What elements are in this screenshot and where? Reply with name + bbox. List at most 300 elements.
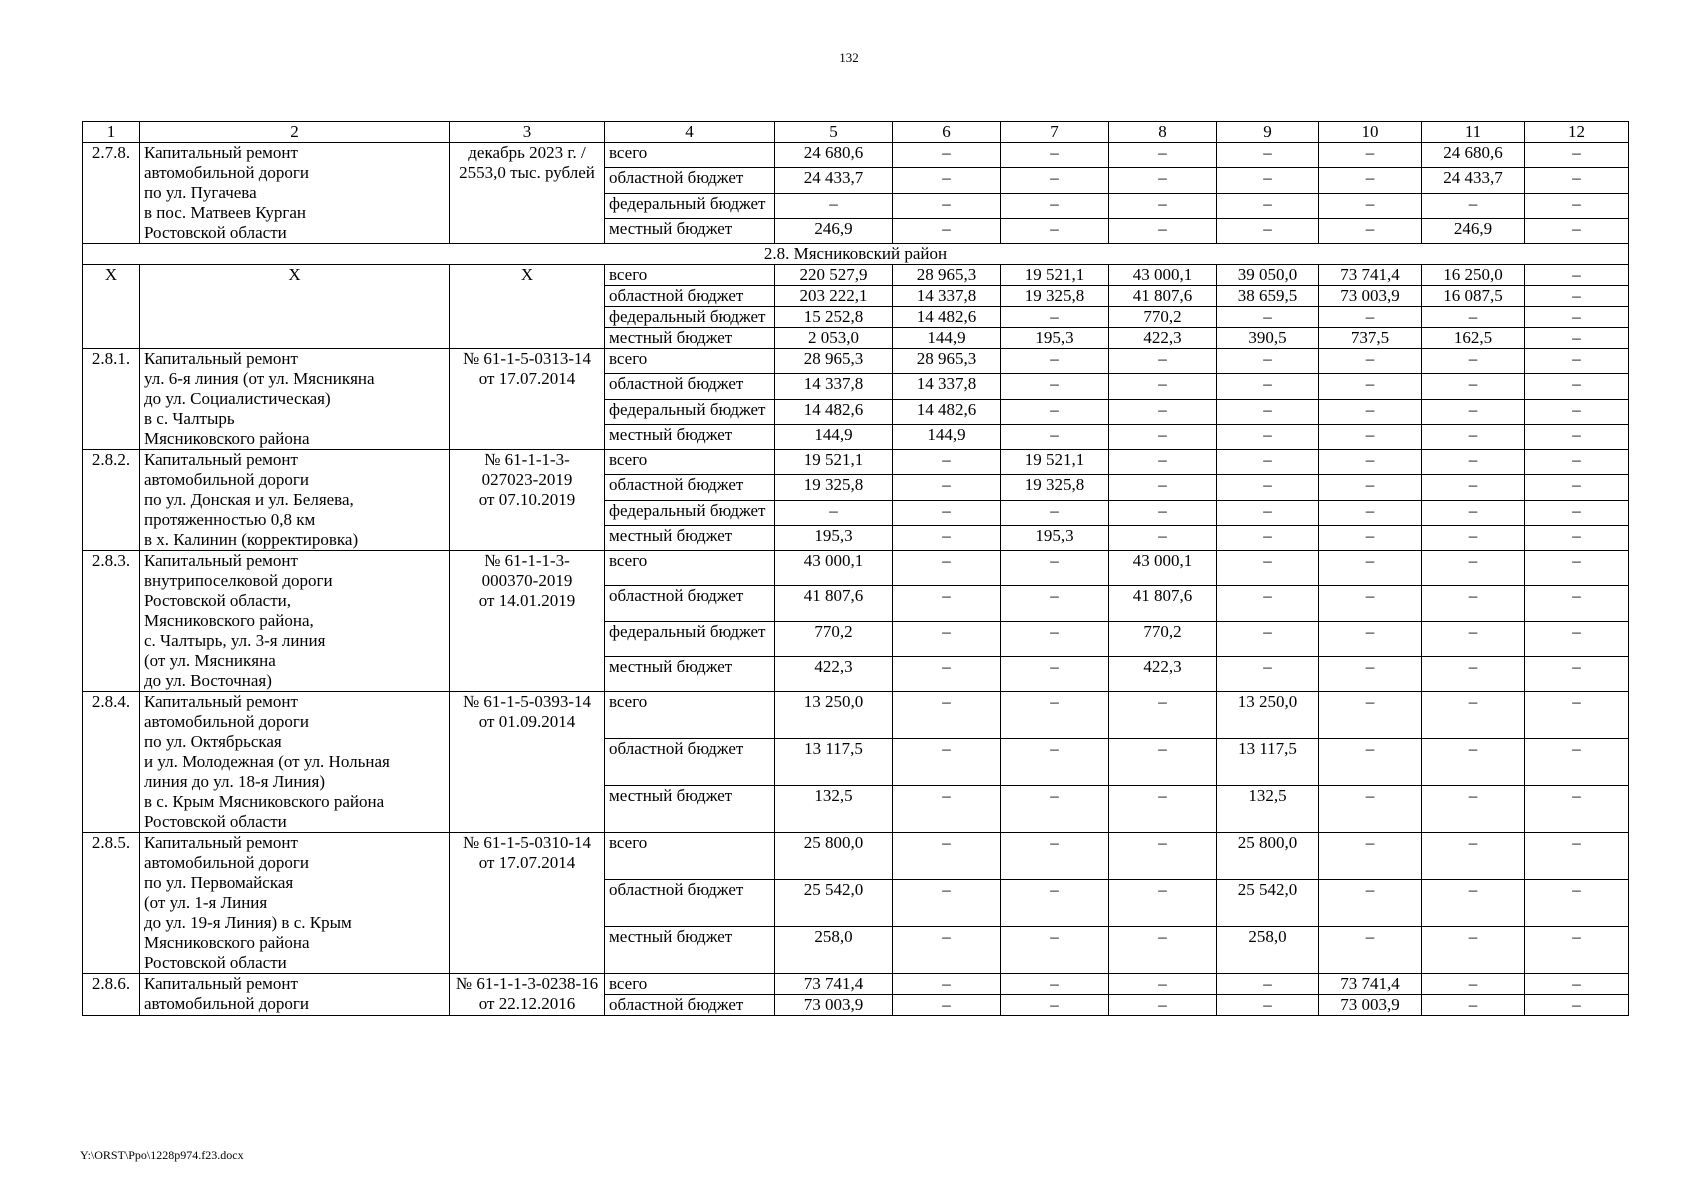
- amount-cell: –: [1319, 551, 1422, 586]
- column-number: 1: [83, 122, 140, 143]
- amount-cell: –: [893, 168, 1001, 193]
- amount-cell: –: [1001, 656, 1109, 691]
- amount-cell: –: [1217, 525, 1319, 550]
- amount-cell: –: [893, 450, 1001, 475]
- amount-cell: –: [1525, 399, 1629, 424]
- amount-cell: –: [1109, 450, 1217, 475]
- amount-cell: –: [1525, 349, 1629, 374]
- amount-cell: –: [1422, 551, 1525, 586]
- amount-cell: 24 433,7: [775, 168, 893, 193]
- funding-source: всего: [605, 450, 775, 475]
- item-number: 2.8.1.: [83, 349, 140, 450]
- cell-line: от 22.12.2016: [478, 994, 576, 1013]
- amount-cell: –: [1319, 218, 1422, 243]
- amount-cell: –: [1422, 424, 1525, 449]
- cell-line: от 01.09.2014: [478, 712, 576, 731]
- amount-cell: 203 222,1: [775, 286, 893, 307]
- table-row: [83, 265, 1629, 286]
- table-row: [83, 833, 1629, 880]
- section-row: [83, 244, 1629, 265]
- amount-cell: –: [1525, 193, 1629, 218]
- amount-cell: –: [1001, 218, 1109, 243]
- table-row: [83, 692, 1629, 739]
- cell-line: до ул. 19-я Линия) в с. Крым: [144, 913, 352, 932]
- amount-cell: –: [775, 500, 893, 525]
- amount-cell: 19 521,1: [775, 450, 893, 475]
- amount-cell: 246,9: [1422, 218, 1525, 243]
- item-number: 2.7.8.: [83, 143, 140, 244]
- amount-cell: 132,5: [775, 786, 893, 833]
- amount-cell: –: [1319, 656, 1422, 691]
- amount-cell: –: [1525, 424, 1629, 449]
- amount-cell: 14 482,6: [775, 399, 893, 424]
- amount-cell: –: [1217, 424, 1319, 449]
- amount-cell: 16 087,5: [1422, 286, 1525, 307]
- item-document: [450, 349, 605, 450]
- funding-source: местный бюджет: [605, 927, 775, 974]
- funding-source: всего: [605, 974, 775, 995]
- amount-cell: 19 325,8: [1001, 475, 1109, 500]
- amount-cell: –: [1525, 143, 1629, 168]
- cell-line: с. Чалтырь, ул. 3-я линия: [144, 631, 326, 650]
- column-number: 4: [605, 122, 775, 143]
- amount-cell: 28 965,3: [775, 349, 893, 374]
- cell-line: № 61-1-5-0313-14: [462, 349, 592, 368]
- amount-cell: –: [1109, 833, 1217, 880]
- amount-cell: –: [1319, 193, 1422, 218]
- funding-source: областной бюджет: [605, 995, 775, 1016]
- funding-source: областной бюджет: [605, 374, 775, 399]
- amount-cell: –: [1001, 500, 1109, 525]
- amount-cell: –: [1319, 927, 1422, 974]
- amount-cell: –: [775, 193, 893, 218]
- column-number: 3: [450, 122, 605, 143]
- amount-cell: –: [1001, 927, 1109, 974]
- amount-cell: –: [1422, 500, 1525, 525]
- amount-cell: 19 521,1: [1001, 265, 1109, 286]
- cell-line: автомобильной дороги: [144, 994, 309, 1013]
- amount-cell: 14 337,8: [775, 374, 893, 399]
- amount-cell: 132,5: [1217, 786, 1319, 833]
- amount-cell: –: [1422, 656, 1525, 691]
- cell-line: до ул. Социалистическая): [144, 389, 331, 408]
- item-number: 2.8.4.: [83, 692, 140, 833]
- amount-cell: 770,2: [775, 621, 893, 656]
- amount-cell: –: [1422, 974, 1525, 995]
- amount-cell: –: [1001, 424, 1109, 449]
- cell-line: Капитальный ремонт: [144, 551, 298, 570]
- cell-line: № 61-1-1-3-: [484, 551, 570, 570]
- amount-cell: –: [1422, 739, 1525, 786]
- amount-cell: –: [1319, 833, 1422, 880]
- amount-cell: 25 800,0: [775, 833, 893, 880]
- amount-cell: 14 482,6: [893, 307, 1001, 328]
- amount-cell: –: [1525, 450, 1629, 475]
- amount-cell: 14 337,8: [893, 286, 1001, 307]
- cell-line: ул. 6-я линия (от ул. Мясникяна: [144, 369, 375, 388]
- amount-cell: –: [1001, 621, 1109, 656]
- amount-cell: 73 003,9: [775, 995, 893, 1016]
- amount-cell: 13 117,5: [775, 739, 893, 786]
- amount-cell: 390,5: [1217, 328, 1319, 349]
- cell-line: по ул. Донская и ул. Беляева,: [144, 490, 354, 509]
- funding-source: федеральный бюджет: [605, 399, 775, 424]
- amount-cell: –: [1001, 168, 1109, 193]
- amount-cell: –: [1109, 374, 1217, 399]
- amount-cell: 13 250,0: [1217, 692, 1319, 739]
- amount-cell: –: [1217, 307, 1319, 328]
- item-document: [450, 143, 605, 244]
- amount-cell: –: [1109, 927, 1217, 974]
- item-name: [140, 143, 450, 244]
- funding-source: областной бюджет: [605, 168, 775, 193]
- amount-cell: 25 542,0: [775, 880, 893, 927]
- amount-cell: 41 807,6: [1109, 586, 1217, 621]
- amount-cell: –: [1001, 974, 1109, 995]
- cell-line: Ростовской области,: [144, 591, 291, 610]
- amount-cell: –: [1422, 586, 1525, 621]
- amount-cell: –: [1319, 692, 1422, 739]
- amount-cell: –: [1319, 586, 1422, 621]
- amount-cell: –: [1319, 786, 1422, 833]
- item-name: [140, 349, 450, 450]
- cell-line: 2553,0 тыс. рублей: [459, 163, 595, 182]
- amount-cell: –: [1525, 656, 1629, 691]
- amount-cell: –: [893, 786, 1001, 833]
- amount-cell: –: [1217, 586, 1319, 621]
- column-number: 11: [1422, 122, 1525, 143]
- amount-cell: –: [1525, 525, 1629, 550]
- cell-line: по ул. Первомайская: [144, 873, 294, 892]
- cell-line: в с. Чалтырь: [144, 409, 235, 428]
- amount-cell: –: [1422, 927, 1525, 974]
- amount-cell: 144,9: [893, 424, 1001, 449]
- amount-cell: –: [1319, 374, 1422, 399]
- column-number: 5: [775, 122, 893, 143]
- cell-line: X: [520, 265, 534, 284]
- cell-line: № 61-1-5-0393-14: [462, 692, 592, 711]
- amount-cell: –: [893, 621, 1001, 656]
- amount-cell: –: [1422, 833, 1525, 880]
- funding-source: местный бюджет: [605, 328, 775, 349]
- amount-cell: –: [1109, 475, 1217, 500]
- cell-line: 027023-2019: [481, 470, 573, 489]
- funding-source: местный бюджет: [605, 218, 775, 243]
- amount-cell: 422,3: [1109, 328, 1217, 349]
- amount-cell: 73 003,9: [1319, 286, 1422, 307]
- amount-cell: –: [1001, 143, 1109, 168]
- amount-cell: 15 252,8: [775, 307, 893, 328]
- cell-line: и ул. Молодежная (от ул. Нольная: [144, 752, 390, 771]
- cell-line: X: [288, 265, 301, 284]
- item-name: [140, 551, 450, 692]
- amount-cell: –: [1422, 349, 1525, 374]
- item-name: [140, 692, 450, 833]
- amount-cell: –: [1109, 692, 1217, 739]
- amount-cell: 2 053,0: [775, 328, 893, 349]
- amount-cell: 770,2: [1109, 621, 1217, 656]
- funding-source: местный бюджет: [605, 656, 775, 691]
- amount-cell: –: [1217, 218, 1319, 243]
- amount-cell: –: [1109, 995, 1217, 1016]
- amount-cell: –: [1319, 475, 1422, 500]
- cell-line: внутрипоселковой дороги: [144, 571, 333, 590]
- amount-cell: –: [893, 525, 1001, 550]
- item-name: [140, 450, 450, 551]
- funding-source: федеральный бюджет: [605, 500, 775, 525]
- amount-cell: 43 000,1: [1109, 551, 1217, 586]
- cell-line: от 17.07.2014: [478, 369, 576, 388]
- amount-cell: –: [1422, 475, 1525, 500]
- amount-cell: –: [1525, 551, 1629, 586]
- cell-line: от 07.10.2019: [478, 490, 576, 509]
- amount-cell: –: [1001, 399, 1109, 424]
- amount-cell: –: [1422, 374, 1525, 399]
- funding-source: всего: [605, 349, 775, 374]
- amount-cell: –: [1525, 586, 1629, 621]
- amount-cell: –: [1001, 833, 1109, 880]
- funding-source: федеральный бюджет: [605, 307, 775, 328]
- amount-cell: 41 807,6: [775, 586, 893, 621]
- amount-cell: 195,3: [1001, 525, 1109, 550]
- funding-source: областной бюджет: [605, 739, 775, 786]
- budget-table: [82, 121, 1629, 1016]
- amount-cell: –: [1217, 551, 1319, 586]
- cell-line: в пос. Матвеев Курган: [144, 203, 306, 222]
- funding-source: местный бюджет: [605, 786, 775, 833]
- amount-cell: –: [1319, 424, 1422, 449]
- amount-cell: 39 050,0: [1217, 265, 1319, 286]
- amount-cell: –: [1217, 995, 1319, 1016]
- item-name: [140, 265, 450, 349]
- funding-source: всего: [605, 551, 775, 586]
- amount-cell: –: [1525, 621, 1629, 656]
- amount-cell: –: [1525, 880, 1629, 927]
- cell-line: Ростовской области: [144, 812, 287, 831]
- amount-cell: –: [1422, 995, 1525, 1016]
- amount-cell: 13 250,0: [775, 692, 893, 739]
- amount-cell: –: [1109, 168, 1217, 193]
- amount-cell: –: [893, 927, 1001, 974]
- amount-cell: 14 337,8: [893, 374, 1001, 399]
- cell-line: Мясниковского района,: [144, 611, 314, 630]
- funding-source: местный бюджет: [605, 525, 775, 550]
- cell-line: линия до ул. 18-я Линия): [144, 772, 326, 791]
- amount-cell: 246,9: [775, 218, 893, 243]
- amount-cell: 73 741,4: [775, 974, 893, 995]
- column-number: 6: [893, 122, 1001, 143]
- amount-cell: 73 003,9: [1319, 995, 1422, 1016]
- section-title: 2.8. Мясниковский район: [83, 244, 1629, 265]
- amount-cell: 24 433,7: [1422, 168, 1525, 193]
- amount-cell: –: [1525, 328, 1629, 349]
- item-number: 2.8.3.: [83, 551, 140, 692]
- amount-cell: –: [1525, 833, 1629, 880]
- item-name: [140, 974, 450, 1016]
- funding-source: областной бюджет: [605, 586, 775, 621]
- amount-cell: –: [893, 500, 1001, 525]
- amount-cell: –: [1109, 786, 1217, 833]
- amount-cell: –: [1217, 500, 1319, 525]
- item-number: 2.8.5.: [83, 833, 140, 974]
- amount-cell: –: [1109, 424, 1217, 449]
- item-document: [450, 551, 605, 692]
- item-document: [450, 692, 605, 833]
- cell-line: (от ул. 1-я Линия: [144, 893, 268, 912]
- amount-cell: 220 527,9: [775, 265, 893, 286]
- cell-line: до ул. Восточная): [144, 671, 272, 690]
- amount-cell: 422,3: [1109, 656, 1217, 691]
- amount-cell: –: [1525, 265, 1629, 286]
- amount-cell: 770,2: [1109, 307, 1217, 328]
- amount-cell: 16 250,0: [1422, 265, 1525, 286]
- column-number: 9: [1217, 122, 1319, 143]
- amount-cell: –: [1109, 218, 1217, 243]
- amount-cell: –: [1319, 880, 1422, 927]
- item-number: 2.8.2.: [83, 450, 140, 551]
- item-number: X: [83, 265, 140, 349]
- column-number: 2: [140, 122, 450, 143]
- amount-cell: –: [1525, 995, 1629, 1016]
- amount-cell: –: [893, 833, 1001, 880]
- amount-cell: –: [1525, 927, 1629, 974]
- amount-cell: –: [1217, 656, 1319, 691]
- item-document: [450, 833, 605, 974]
- amount-cell: 14 482,6: [893, 399, 1001, 424]
- cell-line: автомобильной дороги: [144, 470, 309, 489]
- amount-cell: 41 807,6: [1109, 286, 1217, 307]
- amount-cell: –: [1422, 193, 1525, 218]
- cell-line: в с. Крым Мясниковского района: [144, 792, 385, 811]
- amount-cell: –: [1319, 739, 1422, 786]
- cell-line: № 61-1-1-3-0238-16: [455, 974, 599, 993]
- amount-cell: 28 965,3: [893, 349, 1001, 374]
- amount-cell: 73 741,4: [1319, 265, 1422, 286]
- amount-cell: –: [1525, 218, 1629, 243]
- cell-line: Мясниковского района: [144, 933, 310, 952]
- amount-cell: –: [893, 586, 1001, 621]
- amount-cell: 24 680,6: [1422, 143, 1525, 168]
- amount-cell: –: [1319, 143, 1422, 168]
- amount-cell: 19 325,8: [1001, 286, 1109, 307]
- amount-cell: –: [1001, 374, 1109, 399]
- amount-cell: –: [1001, 307, 1109, 328]
- funding-source: федеральный бюджет: [605, 621, 775, 656]
- amount-cell: –: [1319, 399, 1422, 424]
- cell-line: № 61-1-1-3-: [484, 450, 570, 469]
- amount-cell: –: [1001, 739, 1109, 786]
- amount-cell: –: [1525, 786, 1629, 833]
- amount-cell: –: [1001, 551, 1109, 586]
- amount-cell: –: [893, 218, 1001, 243]
- amount-cell: –: [1001, 692, 1109, 739]
- amount-cell: 43 000,1: [1109, 265, 1217, 286]
- cell-line: Капитальный ремонт: [144, 450, 298, 469]
- column-number: 7: [1001, 122, 1109, 143]
- cell-line: Капитальный ремонт: [144, 692, 298, 711]
- amount-cell: 19 325,8: [775, 475, 893, 500]
- cell-line: по ул. Октябрьская: [144, 732, 282, 751]
- item-document: [450, 450, 605, 551]
- amount-cell: –: [1525, 168, 1629, 193]
- amount-cell: 258,0: [1217, 927, 1319, 974]
- cell-line: Ростовской области: [144, 223, 287, 242]
- amount-cell: –: [1217, 143, 1319, 168]
- amount-cell: –: [1319, 500, 1422, 525]
- funding-source: областной бюджет: [605, 880, 775, 927]
- amount-cell: –: [1525, 307, 1629, 328]
- amount-cell: –: [1525, 692, 1629, 739]
- page-number: 132: [839, 50, 859, 65]
- amount-cell: –: [1525, 500, 1629, 525]
- cell-line: Мясниковского района: [144, 429, 310, 448]
- cell-line: Капитальный ремонт: [144, 143, 298, 162]
- amount-cell: –: [1319, 525, 1422, 550]
- amount-cell: –: [1001, 586, 1109, 621]
- cell-line: декабрь 2023 г. /: [468, 143, 586, 162]
- amount-cell: 38 659,5: [1217, 286, 1319, 307]
- amount-cell: –: [1422, 621, 1525, 656]
- cell-line: от 17.07.2014: [478, 853, 576, 872]
- amount-cell: 162,5: [1422, 328, 1525, 349]
- funding-source: всего: [605, 692, 775, 739]
- cell-line: по ул. Пугачева: [144, 183, 257, 202]
- amount-cell: –: [1217, 399, 1319, 424]
- amount-cell: –: [1525, 974, 1629, 995]
- amount-cell: –: [1109, 500, 1217, 525]
- amount-cell: –: [1422, 525, 1525, 550]
- cell-line: в х. Калинин (корректировка): [144, 530, 359, 549]
- amount-cell: –: [1217, 349, 1319, 374]
- amount-cell: –: [1217, 475, 1319, 500]
- cell-line: № 61-1-5-0310-14: [462, 833, 592, 852]
- amount-cell: –: [1525, 286, 1629, 307]
- item-document: [450, 974, 605, 1016]
- amount-cell: –: [893, 974, 1001, 995]
- cell-line: Капитальный ремонт: [144, 974, 298, 993]
- amount-cell: –: [1319, 621, 1422, 656]
- amount-cell: –: [893, 656, 1001, 691]
- amount-cell: –: [893, 551, 1001, 586]
- funding-source: всего: [605, 143, 775, 168]
- amount-cell: –: [1001, 193, 1109, 218]
- table-row: [83, 551, 1629, 586]
- footer-file-path: Y:\ORST\Ppo\1228p974.f23.docx: [80, 1148, 244, 1162]
- amount-cell: 258,0: [775, 927, 893, 974]
- amount-cell: –: [1422, 786, 1525, 833]
- amount-cell: –: [1109, 739, 1217, 786]
- column-number: 10: [1319, 122, 1422, 143]
- funding-source: всего: [605, 833, 775, 880]
- amount-cell: –: [1109, 525, 1217, 550]
- cell-line: (от ул. Мясникяна: [144, 651, 276, 670]
- amount-cell: 144,9: [775, 424, 893, 449]
- amount-cell: 737,5: [1319, 328, 1422, 349]
- amount-cell: –: [893, 143, 1001, 168]
- table-row: [83, 143, 1629, 168]
- amount-cell: –: [1217, 621, 1319, 656]
- amount-cell: 195,3: [775, 525, 893, 550]
- table-row: [83, 974, 1629, 995]
- table-row: [83, 349, 1629, 374]
- funding-source: всего: [605, 265, 775, 286]
- amount-cell: 144,9: [893, 328, 1001, 349]
- cell-line: автомобильной дороги: [144, 853, 309, 872]
- amount-cell: –: [1422, 880, 1525, 927]
- amount-cell: –: [1319, 307, 1422, 328]
- amount-cell: –: [893, 692, 1001, 739]
- funding-source: местный бюджет: [605, 424, 775, 449]
